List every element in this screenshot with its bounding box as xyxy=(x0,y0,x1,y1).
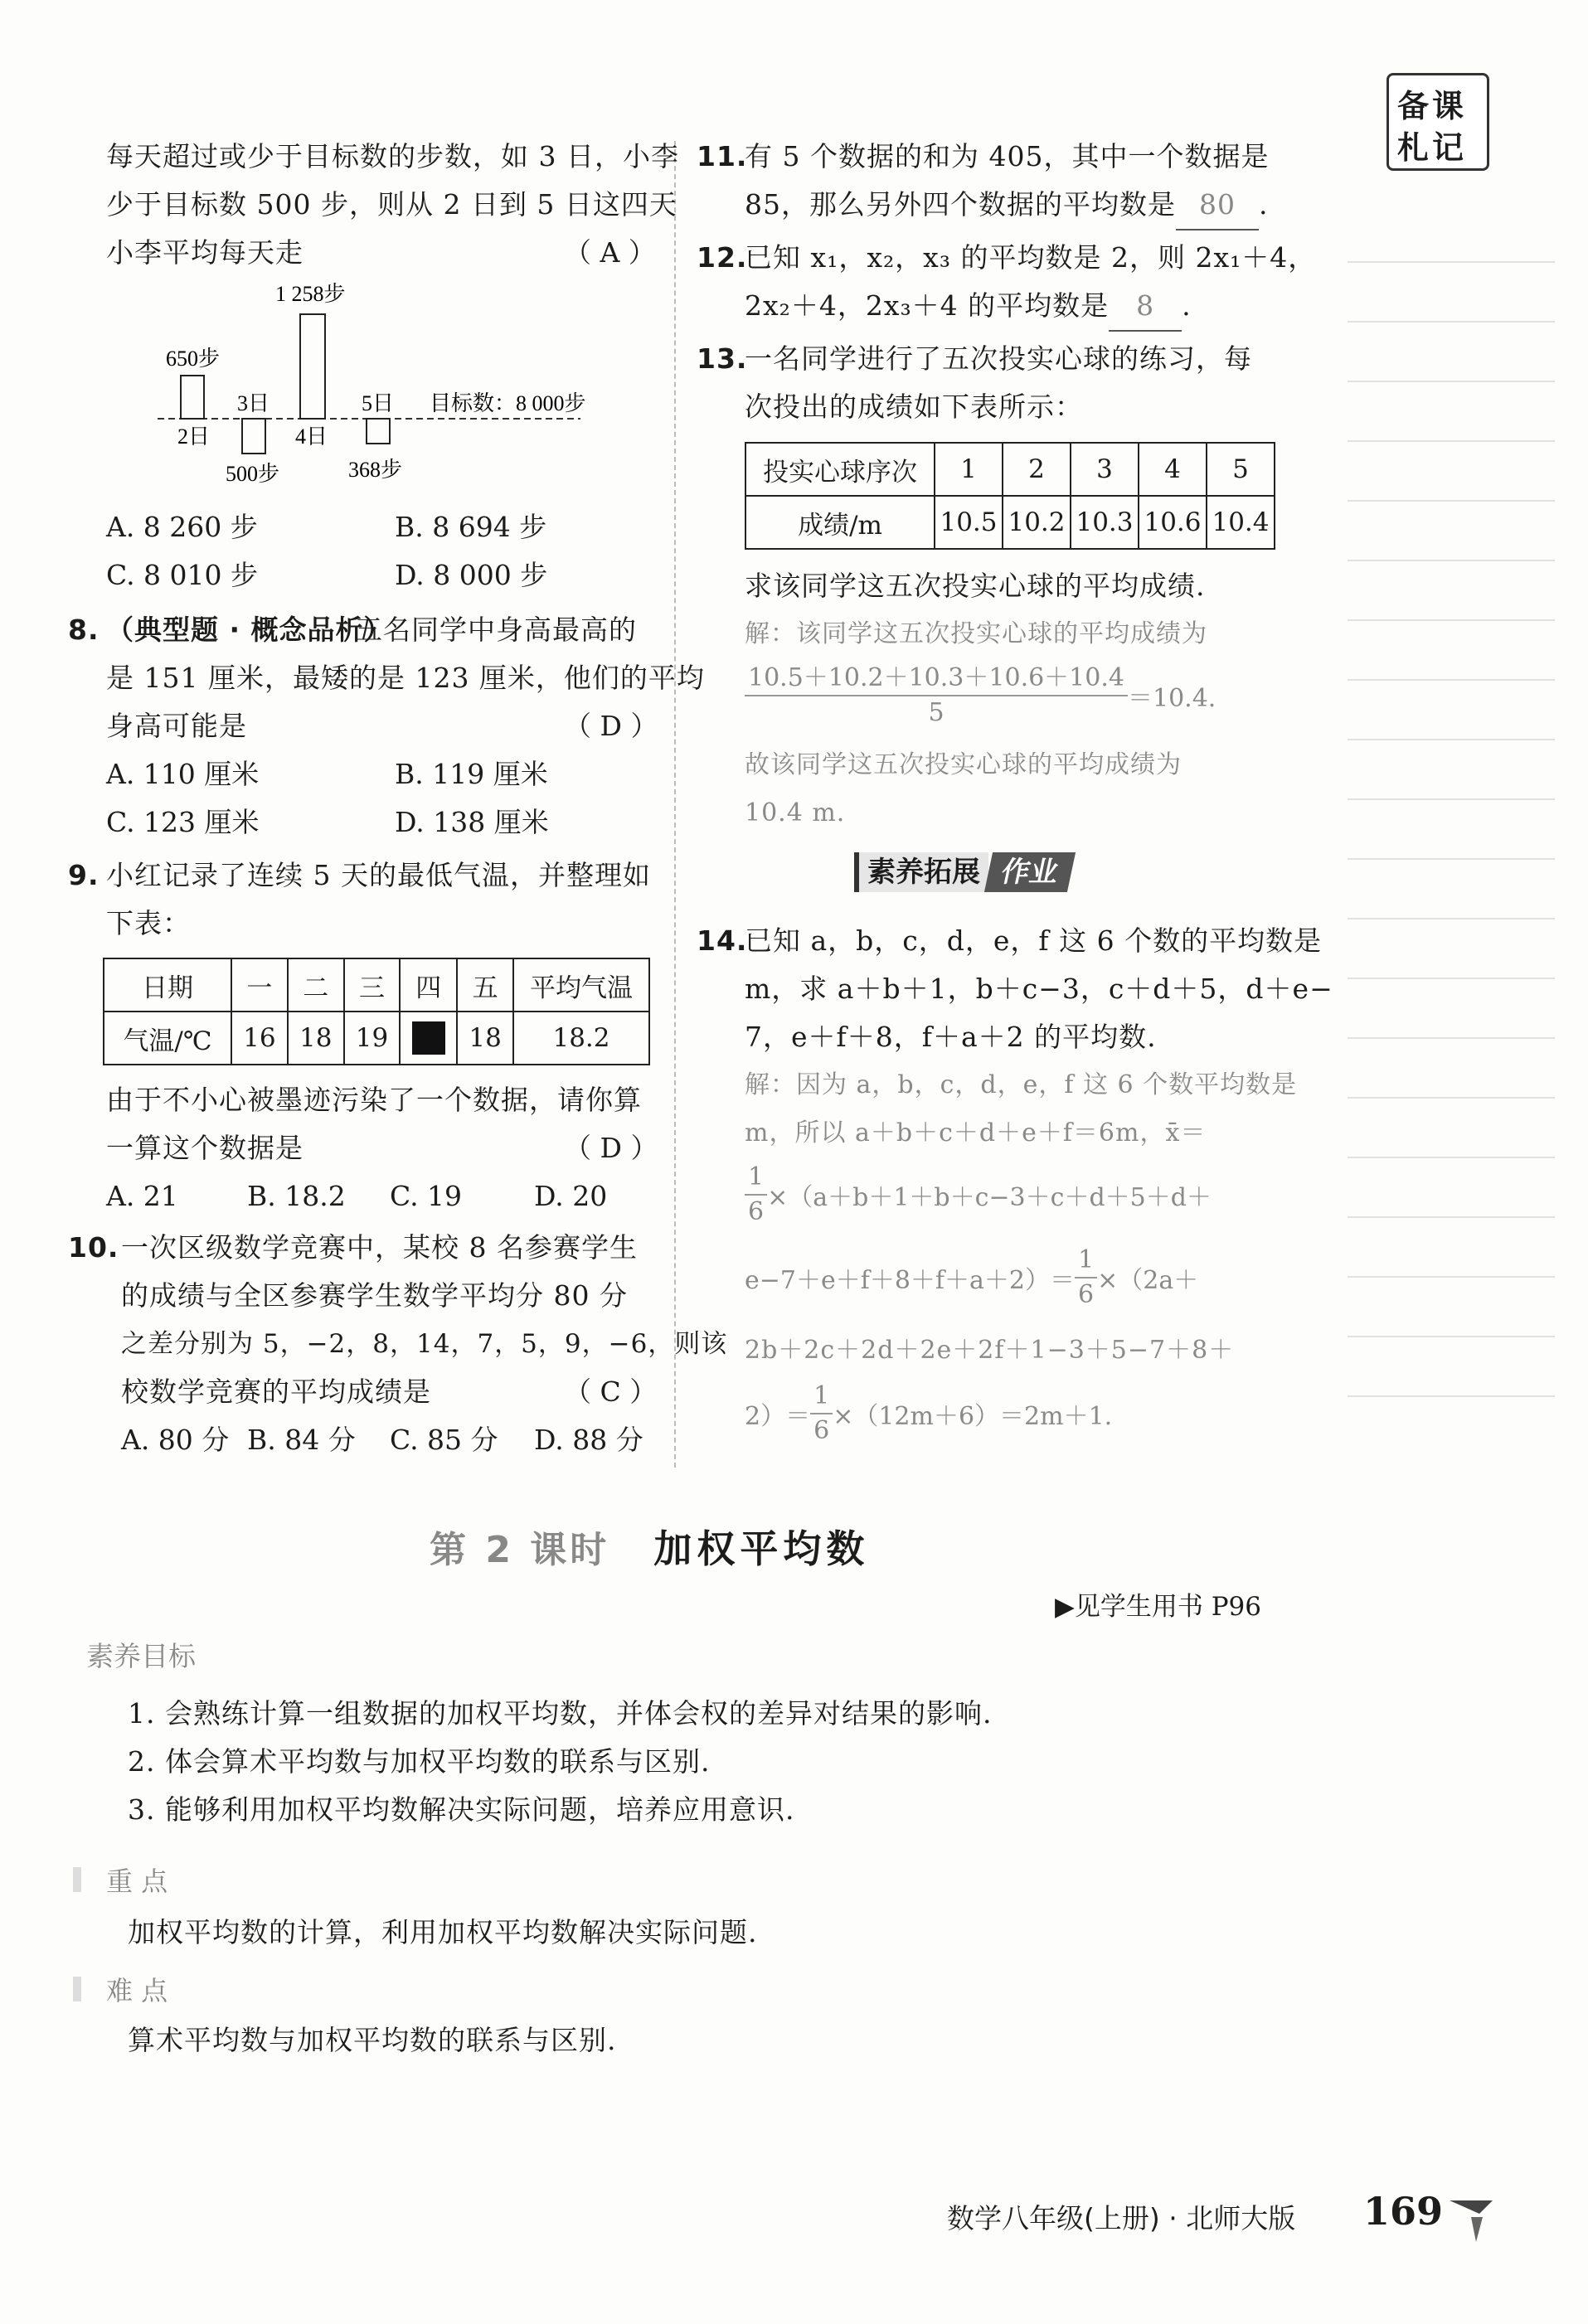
q10-line: 一次区级数学竞赛中，某校 8 名参赛学生 xyxy=(121,1231,638,1264)
bar-4 xyxy=(300,314,325,419)
table-cell: 4 xyxy=(1139,443,1207,496)
q9-after: 一算这个数据是 xyxy=(106,1132,304,1164)
q11-text: 85，那么另外四个数据的平均数是 xyxy=(745,188,1176,221)
table-cell: 5 xyxy=(1207,443,1275,496)
q9-option-d: D. 20 xyxy=(534,1180,608,1212)
bar-label: 368步 xyxy=(348,458,403,482)
q12-blank: 8 xyxy=(1109,282,1182,332)
q13-number: 13. xyxy=(697,342,748,375)
q13-solution: 故该同学这五次投实心球的平均成绩为 xyxy=(745,750,1182,779)
q10-option-c: C. 85 分 xyxy=(390,1424,498,1456)
bar-label: 1 258步 xyxy=(275,282,346,306)
fraction-numerator: 1 xyxy=(745,1161,767,1196)
bar-day: 3日 xyxy=(237,391,270,415)
column-divider xyxy=(674,141,676,1468)
q10-number: 10. xyxy=(68,1231,119,1264)
solution-text: ×（12m＋6）＝2m＋1. xyxy=(833,1402,1113,1431)
fraction xyxy=(1075,1244,1097,1312)
ink-blot xyxy=(412,1021,445,1055)
table-cell: 18.2 xyxy=(513,1012,649,1065)
q10-option-a: A. 80 分 xyxy=(121,1424,230,1456)
table-cell: 五 xyxy=(457,958,513,1012)
difficulty-heading: 难 点 xyxy=(106,1975,168,2006)
fraction-denominator: 6 xyxy=(813,1416,830,1445)
notes-lines xyxy=(1348,203,1555,1447)
q10-line: 的成绩与全区参赛学生数学平均分 80 分 xyxy=(121,1279,628,1312)
ink-blot-cell xyxy=(400,1012,457,1065)
table-cell: 3 xyxy=(1071,443,1139,496)
table-cell: 成绩/m xyxy=(745,496,935,549)
page-number: 169 xyxy=(1363,2189,1444,2234)
bar-day: 4日 xyxy=(295,425,328,449)
q14-number: 14. xyxy=(697,924,748,957)
q7-answer: （ A ） xyxy=(564,236,656,269)
q8-option-b: B. 119 厘米 xyxy=(395,758,548,790)
table-cell: 三 xyxy=(344,958,401,1012)
fraction-denominator: 6 xyxy=(748,1197,765,1226)
q12-line: 已知 x₁，x₂，x₃ 的平均数是 2，则 2x₁＋4， xyxy=(745,241,1317,274)
q9-after: 由于不小心被墨迹污染了一个数据，请你算 xyxy=(106,1084,642,1116)
q12-end: . xyxy=(1182,289,1192,322)
badge-line1: 备课 xyxy=(1397,88,1468,124)
difficulty-marker xyxy=(73,1977,81,2001)
bar-label: 650步 xyxy=(166,347,221,371)
q12-text: 2x₂＋4，2x₃＋4 的平均数是 xyxy=(745,289,1110,322)
q11-blank: 80 xyxy=(1176,181,1259,230)
q7-option-b: B. 8 694 步 xyxy=(395,511,547,543)
q7-line: 少于目标数 500 步，则从 2 日到 5 日这四天 xyxy=(106,188,677,221)
fraction-denominator: 6 xyxy=(1078,1280,1095,1309)
q8-line: 身高可能是 xyxy=(106,710,247,742)
fraction-numerator: 1 xyxy=(810,1380,833,1414)
q14-solution: m，所以 a＋b＋c＋d＋e＋f＝6m，x̄＝ xyxy=(745,1118,1207,1147)
q7-option-d: D. 8 000 步 xyxy=(395,559,548,591)
q9-answer: （ D ） xyxy=(564,1132,658,1164)
q10-line: 之差分别为 5，−2，8，14，7，5，9，−6，则该 xyxy=(121,1329,728,1359)
goal-item: 3. 能够利用加权平均数解决实际问题，培养应用意识. xyxy=(128,1793,795,1826)
fraction-numerator: 10.5＋10.2＋10.3＋10.6＋10.4 xyxy=(745,662,1128,696)
q10-line: 校数学竞赛的平均成绩是 xyxy=(121,1375,431,1408)
table-cell: 2 xyxy=(1003,443,1071,496)
q9-line: 小红记录了连续 5 天的最低气温，并整理如 xyxy=(106,859,651,891)
solution-text: ×（a＋b＋1＋b＋c−3＋c＋d＋5＋d＋ xyxy=(767,1183,1212,1212)
key-marker xyxy=(73,1867,81,1892)
table-cell: 10.2 xyxy=(1003,496,1071,549)
q14-line: 7，e＋f＋8，f＋a＋2 的平均数. xyxy=(745,1021,1157,1053)
q8-option-a: A. 110 厘米 xyxy=(106,758,260,790)
q10-option-d: D. 88 分 xyxy=(534,1424,643,1456)
q8-number: 8. xyxy=(68,614,100,646)
q9-line: 下表： xyxy=(106,907,191,939)
table-cell: 18 xyxy=(457,1012,513,1065)
table-cell: 10.6 xyxy=(1139,496,1207,549)
q14-line: m，求 a＋b＋1，b＋c−3，c＋d＋5，d＋e− xyxy=(745,973,1333,1005)
key-heading: 重 点 xyxy=(106,1866,168,1897)
table-cell: 气温/℃ xyxy=(104,1012,231,1065)
q9-option-a: A. 21 xyxy=(106,1180,178,1212)
q12-line2 xyxy=(745,282,1192,332)
q14-line: 已知 a，b，c，d，e，f 这 6 个数的平均数是 xyxy=(745,924,1323,957)
corner-badge xyxy=(1386,73,1489,171)
q12-number: 12. xyxy=(697,241,748,274)
shot-put-table xyxy=(745,442,1275,550)
q13-solution: 解：该同学这五次投实心球的平均成绩为 xyxy=(745,619,1207,648)
q8-option-d: D. 138 厘米 xyxy=(395,806,549,838)
bar-label: 500步 xyxy=(226,462,280,486)
fraction xyxy=(745,662,1128,730)
q9-option-b: B. 18.2 xyxy=(247,1180,346,1212)
table-cell: 日期 xyxy=(104,958,231,1012)
temperature-table xyxy=(103,958,650,1065)
table-cell: 1 xyxy=(935,443,1003,496)
q13-question: 求该同学这五次投实心球的平均成绩. xyxy=(745,570,1206,602)
q13-solution: 10.4 m. xyxy=(745,798,846,827)
solution-text: ×（2a＋ xyxy=(1097,1266,1199,1295)
q14-solution: 解：因为 a，b，c，d，e，f 这 6 个数平均数是 xyxy=(745,1070,1298,1099)
bar-day: 5日 xyxy=(362,391,395,415)
banner-right: 作业 xyxy=(984,852,1076,892)
q11-line: 有 5 个数据的和为 405，其中一个数据是 xyxy=(745,140,1270,172)
lesson-prefix: 第 2 课时 xyxy=(430,1529,610,1571)
goal-item: 2. 体会算术平均数与加权平均数的联系与区别. xyxy=(128,1745,711,1778)
q7-line: 小李平均每天走 xyxy=(106,236,304,269)
q8-answer: （ D ） xyxy=(564,710,658,742)
table-cell: 一 xyxy=(231,958,288,1012)
q9-number: 9. xyxy=(68,859,100,891)
q11-end: . xyxy=(1259,188,1269,221)
step-chart xyxy=(149,278,597,502)
section-banner xyxy=(854,852,1071,892)
q13-solution-fraction xyxy=(745,662,1216,730)
table-cell: 10.3 xyxy=(1071,496,1139,549)
q8-line: 五名同学中身高最高的 xyxy=(355,614,637,646)
q11-line2 xyxy=(745,181,1269,230)
q14-solution-line6 xyxy=(745,1380,1112,1448)
table-cell: 10.4 xyxy=(1207,496,1275,549)
q7-option-a: A. 8 260 步 xyxy=(106,511,258,543)
difficulty-text: 算术平均数与加权平均数的联系与区别. xyxy=(128,2024,617,2056)
table-cell: 二 xyxy=(288,958,344,1012)
goals-heading: 素养目标 xyxy=(86,1640,196,1672)
q14-solution: 2b＋2c＋2d＋2e＋2f＋1−3＋5−7＋8＋ xyxy=(745,1336,1235,1365)
q7-line: 每天超过或少于目标数的步数，如 3 日，小李 xyxy=(106,140,679,172)
q8-tag: （典型题 · 概念品析） xyxy=(106,614,392,646)
bar-day: 2日 xyxy=(177,425,211,449)
lesson-name: 加权平均数 xyxy=(653,1526,870,1571)
table-cell: 19 xyxy=(344,1012,401,1065)
fraction-denominator: 5 xyxy=(928,698,945,727)
fraction xyxy=(745,1161,767,1229)
key-text: 加权平均数的计算，利用加权平均数解决实际问题. xyxy=(128,1916,758,1948)
q8-option-c: C. 123 厘米 xyxy=(106,806,260,838)
fraction xyxy=(810,1380,833,1448)
goal-item: 1. 会熟练计算一组数据的加权平均数，并体会权的差异对结果的影响. xyxy=(128,1697,993,1730)
table-cell: 16 xyxy=(231,1012,288,1065)
table-cell: 四 xyxy=(400,958,457,1012)
target-label: 目标数：8 000步 xyxy=(430,391,586,415)
q10-answer: （ C ） xyxy=(564,1375,658,1408)
q9-option-c: C. 19 xyxy=(390,1180,463,1212)
bar-3 xyxy=(242,419,265,454)
q14-solution-line4 xyxy=(745,1244,1198,1312)
badge-line2: 札记 xyxy=(1397,129,1468,166)
table-cell: 18 xyxy=(288,1012,344,1065)
fraction-result: ＝10.4. xyxy=(1127,684,1216,713)
table-cell: 平均气温 xyxy=(513,958,649,1012)
lesson-title xyxy=(430,1519,869,1574)
q8-line: 是 151 厘米，最矮的是 123 厘米，他们的平均 xyxy=(106,662,705,694)
banner-left: 素养拓展 xyxy=(854,852,988,892)
bar-5 xyxy=(367,419,390,444)
footer-decoration-icon xyxy=(1446,2195,1496,2245)
table-cell: 10.5 xyxy=(935,496,1003,549)
q13-line: 次投出的成绩如下表所示： xyxy=(745,391,1083,423)
q11-number: 11. xyxy=(697,140,748,172)
fraction-numerator: 1 xyxy=(1075,1244,1097,1278)
q13-line: 一名同学进行了五次投实心球的练习，每 xyxy=(745,342,1252,375)
table-cell: 投实心球序次 xyxy=(745,443,935,496)
solution-text: e−7＋e＋f＋8＋f＋a＋2）＝ xyxy=(745,1266,1075,1295)
bar-2 xyxy=(181,376,204,419)
q10-option-b: B. 84 分 xyxy=(247,1424,356,1456)
student-book-ref: ▶见学生用书 P96 xyxy=(1055,1592,1261,1622)
solution-text: 2）＝ xyxy=(745,1402,811,1431)
q7-option-c: C. 8 010 步 xyxy=(106,559,259,591)
footer-book: 数学八年级(上册) · 北师大版 xyxy=(947,2202,1296,2234)
q14-solution-line3 xyxy=(745,1161,1212,1229)
